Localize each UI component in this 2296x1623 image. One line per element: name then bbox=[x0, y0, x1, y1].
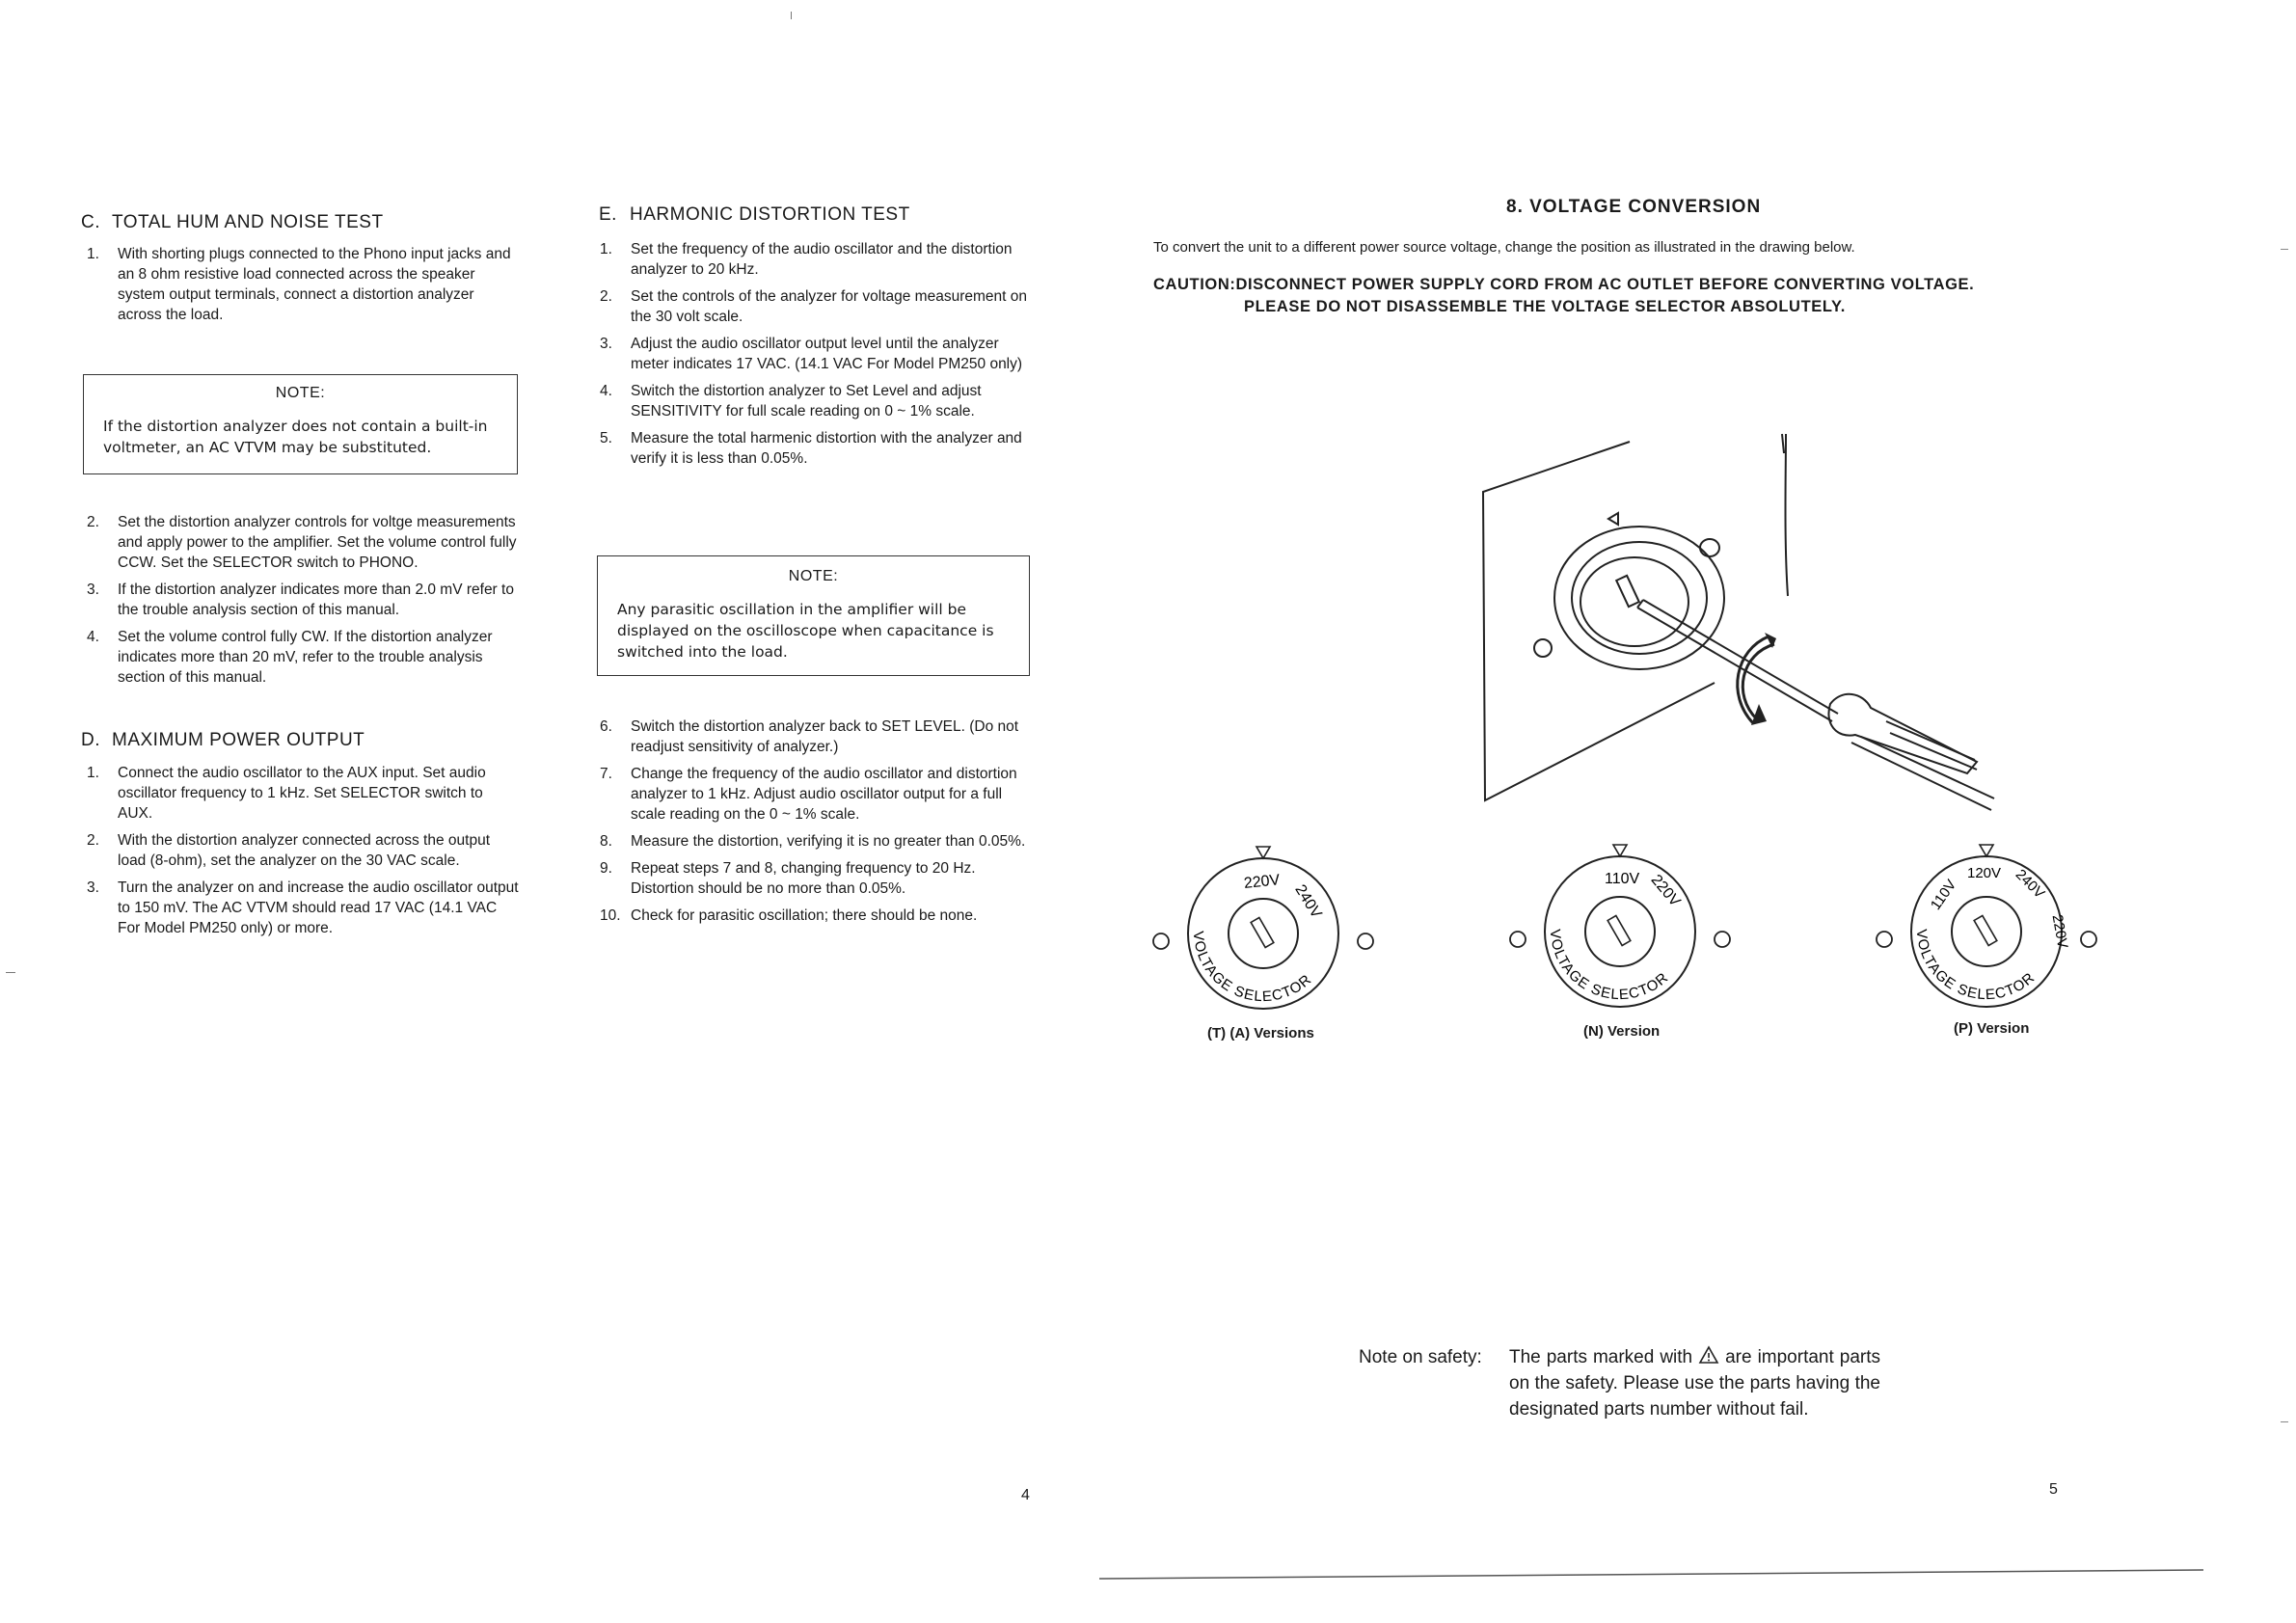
selector-voltage-2: 240V bbox=[1291, 881, 1325, 922]
step-text: Set the distortion analyzer controls for voltge measurements and apply power to the amplifier. Set the volume control fully CCW. Set the SELECTOR switch to PHONO. bbox=[118, 514, 517, 571]
step-number: 4. bbox=[87, 629, 99, 645]
step-item bbox=[87, 627, 519, 688]
step-text: Change the frequency of the audio oscillator and distortion analyzer to 1 kHz. Adjust audio oscillator output for a full scale reading on the 0 ~ 1% scale. bbox=[631, 766, 1017, 823]
step-number: 6. bbox=[600, 718, 612, 735]
caption-n-version: (N) Version bbox=[1583, 1023, 1661, 1040]
section-c-steps-a bbox=[87, 244, 519, 332]
scan-mark bbox=[2281, 249, 2288, 250]
selector-ring-text: VOLTAGE SELECTOR bbox=[1912, 928, 2039, 1004]
scan-mark bbox=[6, 972, 15, 973]
step-text: With shorting plugs connected to the Phono input jacks and an 8 ohm resistive load connected across the speaker system output terminals, connect a distortion analyzer across the load. bbox=[118, 246, 511, 323]
step-number: 9. bbox=[600, 860, 612, 877]
step-item bbox=[87, 763, 519, 824]
voltage-conversion-intro: To convert the unit to a different power source voltage, change the position as illustrated in the drawing below. bbox=[1153, 239, 1855, 256]
selector-diagram-p bbox=[1869, 835, 2110, 1038]
step-text: With the distortion analyzer connected across the output load (8-ohm), set the analyzer on the 30 VAC scale. bbox=[118, 832, 490, 869]
step-number: 1. bbox=[600, 241, 612, 257]
warning-triangle-icon bbox=[1698, 1345, 1719, 1365]
step-number: 8. bbox=[600, 833, 612, 850]
step-item bbox=[87, 878, 519, 938]
step-item bbox=[600, 334, 1028, 374]
caption-p-version: (P) Version bbox=[1954, 1020, 2030, 1037]
step-item bbox=[600, 764, 1028, 825]
voltage-conversion-title: 8. VOLTAGE CONVERSION bbox=[1506, 197, 1762, 217]
step-number: 1. bbox=[87, 246, 99, 262]
step-number: 10. bbox=[600, 907, 621, 924]
note-text: Any parasitic oscillation in the amplifier will be displayed on the oscilloscope when capacitance is switched into the load. bbox=[617, 601, 994, 661]
caution-line-2: PLEASE DO NOT DISASSEMBLE THE VOLTAGE SELECTOR ABSOLUTELY. bbox=[1244, 298, 1846, 315]
scan-mark bbox=[2281, 1421, 2288, 1422]
safety-text-before: The parts marked with bbox=[1509, 1347, 1693, 1367]
index-mark-icon bbox=[1256, 847, 1270, 858]
section-e-steps-b bbox=[600, 717, 1028, 933]
selector-voltage-2: 120V bbox=[1967, 865, 2002, 881]
voltage-selector-illustration bbox=[1466, 415, 2006, 829]
section-e-note-box bbox=[597, 555, 1030, 676]
step-item bbox=[600, 858, 1028, 899]
note-text: If the distortion analyzer does not contain a built-in voltmeter, an AC VTVM may be substituted. bbox=[103, 418, 488, 456]
step-text: If the distortion analyzer indicates more than 2.0 mV refer to the trouble analysis section of this manual. bbox=[118, 582, 514, 618]
step-text: Measure the total harmenic distortion with the analyzer and verify it is less than 0.05%. bbox=[631, 430, 1022, 467]
step-text: Switch the distortion analyzer to Set Level and adjust SENSITIVITY for full scale reading on 0 ~ 1% scale. bbox=[631, 383, 982, 419]
step-item bbox=[600, 286, 1028, 327]
step-text: Switch the distortion analyzer back to SET LEVEL. (Do not readjust sensitivity of analyzer.) bbox=[631, 718, 1019, 755]
step-number: 3. bbox=[87, 582, 99, 598]
selector-diagram-ta bbox=[1146, 837, 1387, 1040]
index-mark-icon bbox=[1980, 845, 1993, 856]
selector-ring-text: VOLTAGE SELECTOR bbox=[1546, 928, 1672, 1004]
step-text: Set the volume control fully CW. If the distortion analyzer indicates more than 20 mV, refer to the trouble analysis section of this manual. bbox=[118, 629, 493, 686]
step-text: Measure the distortion, verifying it is no greater than 0.05%. bbox=[631, 833, 1026, 850]
section-c-note-box bbox=[83, 374, 518, 474]
selector-voltage-1: 220V bbox=[1243, 872, 1282, 893]
note-heading: NOTE: bbox=[275, 385, 326, 401]
caution-line-1: CAUTION:DISCONNECT POWER SUPPLY CORD FROM AC OUTLET BEFORE CONVERTING VOLTAGE. bbox=[1153, 276, 1975, 293]
section-e-heading: E. HARMONIC DISTORTION TEST bbox=[599, 204, 910, 225]
step-number: 4. bbox=[600, 383, 612, 399]
section-d-heading: D. MAXIMUM POWER OUTPUT bbox=[81, 730, 365, 750]
step-text: Turn the analyzer on and increase the audio oscillator output to 150 mV. The AC VTVM should read 17 VAC (14.1 VAC For Model PM250 only) or more. bbox=[118, 879, 519, 936]
selector-voltage-1: 110V bbox=[1605, 871, 1640, 887]
safety-note bbox=[1509, 1344, 1880, 1422]
selector-voltage-3: 240V bbox=[2012, 866, 2048, 903]
section-e-steps-a bbox=[600, 239, 1028, 475]
step-item bbox=[87, 244, 519, 325]
step-number: 5. bbox=[600, 430, 612, 446]
scan-mark bbox=[791, 12, 792, 19]
selector-voltage-1: 110V bbox=[1927, 877, 1960, 913]
step-number: 2. bbox=[87, 514, 99, 530]
section-c-heading: C. TOTAL HUM AND NOISE TEST bbox=[81, 212, 384, 232]
selector-voltage-4: 220V bbox=[2048, 913, 2071, 950]
step-text: Set the controls of the analyzer for voltage measurement on the 30 volt scale. bbox=[631, 288, 1027, 325]
step-item bbox=[87, 830, 519, 871]
step-number: 3. bbox=[87, 879, 99, 896]
caption-ta-versions: (T) (A) Versions bbox=[1207, 1025, 1314, 1041]
page-number-left: 4 bbox=[1021, 1487, 1030, 1503]
section-c-steps-b bbox=[87, 512, 519, 694]
step-number: 2. bbox=[87, 832, 99, 849]
step-item bbox=[600, 381, 1028, 421]
step-item bbox=[600, 239, 1028, 280]
step-item bbox=[600, 428, 1028, 469]
selector-voltage-2: 220V bbox=[1647, 871, 1684, 910]
step-item bbox=[600, 831, 1028, 852]
note-heading: NOTE: bbox=[788, 568, 839, 584]
step-text: Repeat steps 7 and 8, changing frequency to 20 Hz. Distortion should be no more than 0.05%. bbox=[631, 860, 976, 897]
selector-diagram-n bbox=[1502, 835, 1743, 1038]
step-number: 7. bbox=[600, 766, 612, 782]
step-text: Check for parasitic oscillation; there should be none. bbox=[631, 907, 978, 924]
scan-edge-line bbox=[1099, 1567, 2208, 1581]
step-item bbox=[600, 906, 1028, 926]
selector-ring-text: VOLTAGE SELECTOR bbox=[1189, 930, 1315, 1006]
index-mark-icon bbox=[1613, 845, 1627, 856]
section-d-steps bbox=[87, 763, 519, 945]
page-number-right: 5 bbox=[2049, 1481, 2058, 1498]
safety-label: Note on safety: bbox=[1359, 1347, 1482, 1367]
step-item bbox=[87, 580, 519, 620]
step-number: 1. bbox=[87, 765, 99, 781]
step-text: Set the frequency of the audio oscillator and the distortion analyzer to 20 kHz. bbox=[631, 241, 1013, 278]
step-text: Adjust the audio oscillator output level until the analyzer meter indicates 17 VAC. (14.1 VAC For Model PM250 only) bbox=[631, 336, 1023, 372]
safety-text-after: are important parts on the safety. Please use the parts having the designated parts number without fail. bbox=[1509, 1347, 1880, 1420]
step-number: 3. bbox=[600, 336, 612, 352]
step-number: 2. bbox=[600, 288, 612, 305]
step-item bbox=[87, 512, 519, 573]
step-text: Connect the audio oscillator to the AUX input. Set audio oscillator frequency to 1 kHz. Set SELECTOR switch to AUX. bbox=[118, 765, 486, 822]
step-item bbox=[600, 717, 1028, 757]
